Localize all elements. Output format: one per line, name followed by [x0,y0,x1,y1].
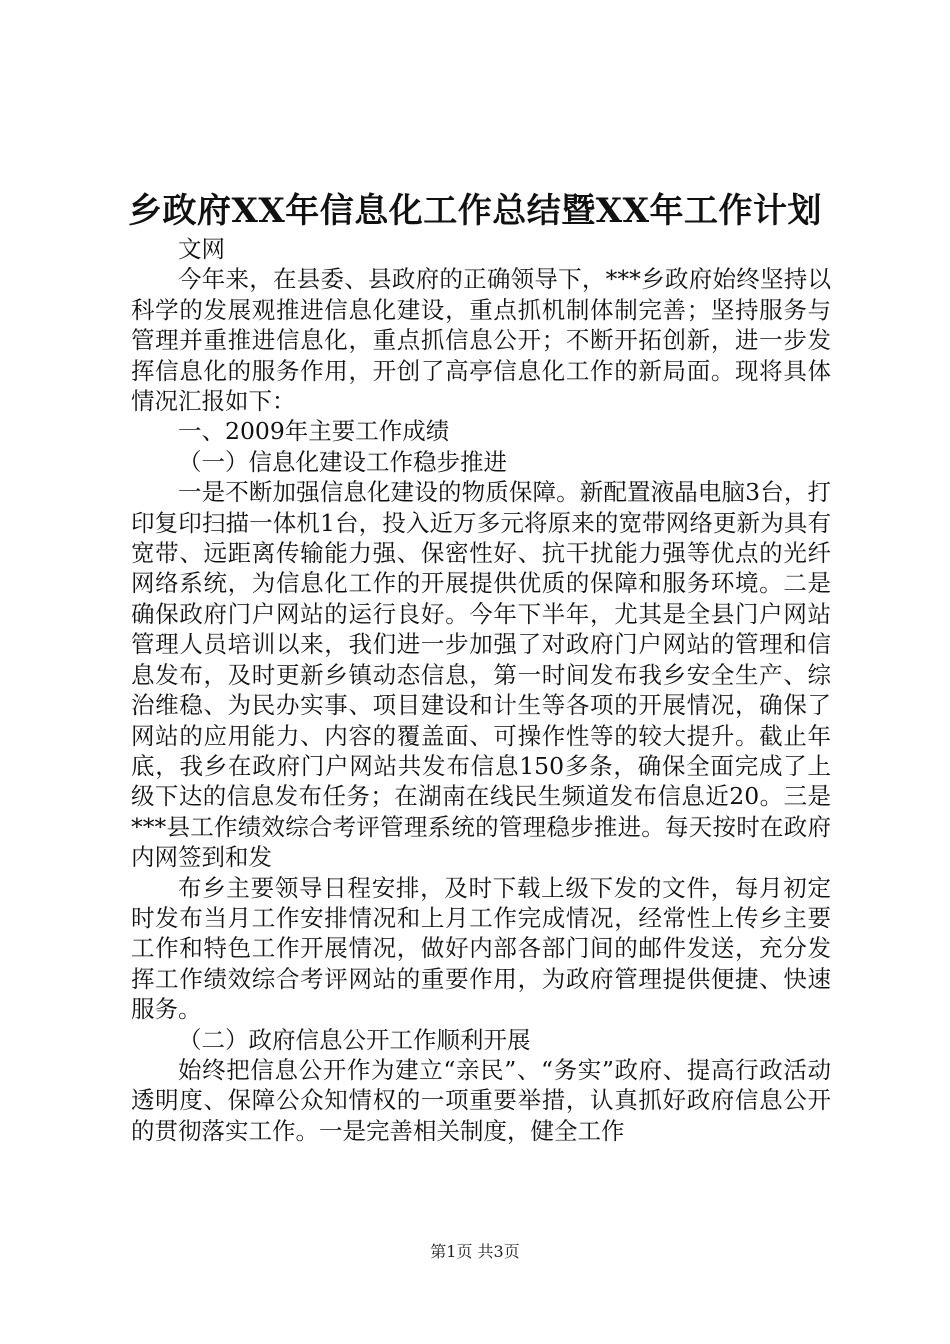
body-paragraph: 一是不断加强信息化建设的物质保障。新配置液晶电脑3台，打印复印扫描一体机1台，投入近万多元将原来的宽带网络更新为具有宽带、远距离传输能力强、保密性好、抗干扰能力强等优点的光纤网络系统，为信息化工作的开展提供优质的保障和服务环境。二是确保政府门户网站的运行良好。今年下半年，尤其是全县门户网站管理人员培训以来，我们进一步加强了对政府门户网站的管理和信息发布，及时更新乡镇动态信息，第一时间发布我乡安全生产、综治维稳、为民办实事、项目建设和计生等各项的开展情况，确保了网站的应用能力、内容的覆盖面、可操作性等的较大提升。截止年底，我乡在政府门户网站共发布信息150多条，确保全面完成了上级下达的信息发布任务；在湖南在线民生频道发布信息近20。三是***县工作绩效综合考评管理系统的管理稳步推进。每天按时在政府内网签到和发 [131,478,831,872]
intro-paragraph: 今年来，在县委、县政府的正确领导下，***乡政府始终坚持以科学的发展观推进信息化建设，重点抓机制体制完善；坚持服务与管理并重推进信息化，重点抓信息公开；不断开拓创新，进一步发挥信息化的服务作用，开创了高亭信息化工作的新局面。现将具体情况汇报如下： [131,265,831,416]
body-paragraph: 布乡主要领导日程安排，及时下载上级下发的文件，每月初定时发布当月工作安排情况和上月工作完成情况，经常性上传乡主要工作和特色工作开展情况，做好内部各部门间的邮件发送，充分发挥工作绩效综合考评网站的重要作用，为政府管理提供便捷、快速服务。 [131,873,831,1024]
subsection-heading: （一）信息化建设工作稳步推进 [178,447,507,476]
source-line: 文网 [178,235,225,263]
document-title: 乡政府XX年信息化工作总结暨XX年工作计划 [127,191,823,231]
page-number-footer: 第1页 共3页 [430,1242,520,1261]
body-paragraph: 始终把信息公开作为建立“亲民”、“务实”政府、提高行政活动透明度、保障公众知情权的一项重要举措，认真抓好政府信息公开的贯彻落实工作。一是完善相关制度，健全工作 [131,1055,831,1145]
section-heading: 一、2009年主要工作成绩 [178,417,450,446]
document-body [131,234,831,1146]
subsection-heading: （二）政府信息公开工作顺利开展 [178,1025,531,1054]
